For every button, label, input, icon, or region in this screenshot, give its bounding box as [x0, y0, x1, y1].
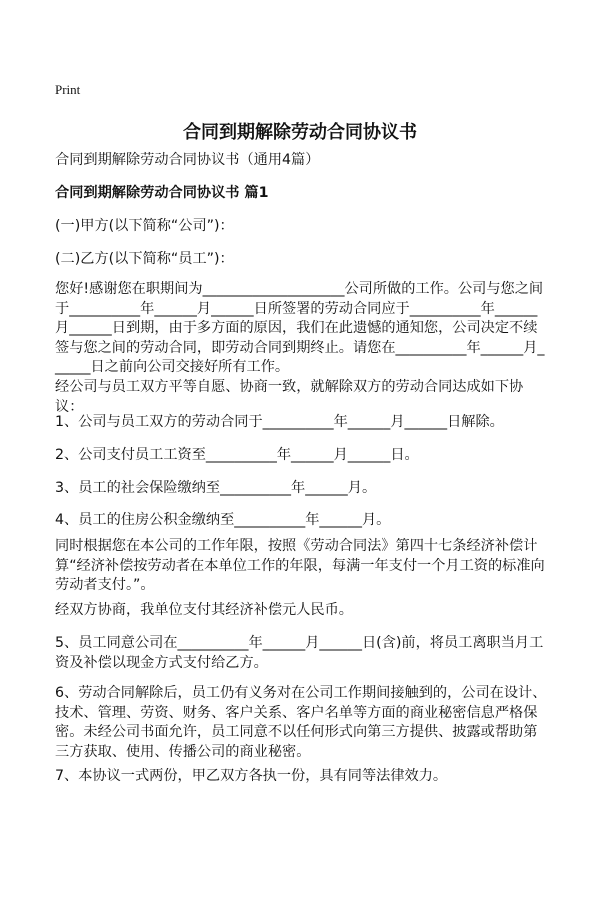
section-heading: 合同到期解除劳动合同协议书 篇1	[55, 185, 269, 201]
agreement-item-7: 7、本协议一式两份，甲乙双方各执一份，具有同等法律效力。	[55, 768, 448, 784]
compensation-basis: 同时根据您在本公司的工作年限，按照《劳动合同法》第四十七条经济补偿计算“经济补偿按劳动者在本单位工作的年限，每满一年支付一个月工资的标准向劳动者支付。”。	[55, 538, 545, 593]
compensation-amount: 经双方协商，我单位支付其经济补偿元人民币。	[55, 602, 353, 618]
party-b: (二)乙方(以下简称“员工”)：	[55, 251, 234, 267]
agreement-item-6: 6、劳动合同解除后，员工仍有义务对在公司工作期间接触到的，公司在设计、技术、管理、劳资、财务、客户关系、客户名单等方面的商业秘密信息严格保密。未经公司书面允许，员工同意不以任何形式向第三方提供、披露或帮助第三方获取、使用、传播公司的商业秘密。	[55, 685, 547, 760]
print-label: Print	[55, 82, 81, 97]
party-a: (一)甲方(以下简称“公司”)：	[55, 218, 234, 234]
notice-paragraph: 您好!感谢您在职期间为____________________公司所做的工作。公司与您之间于__________年______月______日所签署的劳动合同应于__________年______月______日到期，由于多方面的原因，我们在此遗憾的通知您，公司决定不续签与您之间的劳动合同，即劳动合同到期终止。请您在__________年______月______日之前向公司交接好所有工作。	[55, 281, 545, 375]
agreement-item-3: 3、员工的社会保险缴纳至__________年______月。	[55, 480, 377, 496]
agreement-item-2: 2、公司支付员工工资至__________年______月______日。	[55, 447, 419, 463]
document-title: 合同到期解除劳动合同协议书	[183, 122, 417, 143]
agreement-intro: 经公司与员工双方平等自愿、协商一致，就解除双方的劳动合同达成如下协议：	[55, 379, 524, 415]
agreement-item-1: 1、公司与员工双方的劳动合同于__________年______月______日解除。	[55, 414, 504, 430]
agreement-item-5: 5、员工同意公司在__________年______月______日(含)前，将员工离职当月工资及补偿以现金方式支付给乙方。	[55, 635, 544, 671]
subtitle: 合同到期解除劳动合同协议书（通用4篇）	[55, 152, 320, 168]
agreement-item-4: 4、员工的住房公积金缴纳至__________年______月。	[55, 512, 391, 528]
